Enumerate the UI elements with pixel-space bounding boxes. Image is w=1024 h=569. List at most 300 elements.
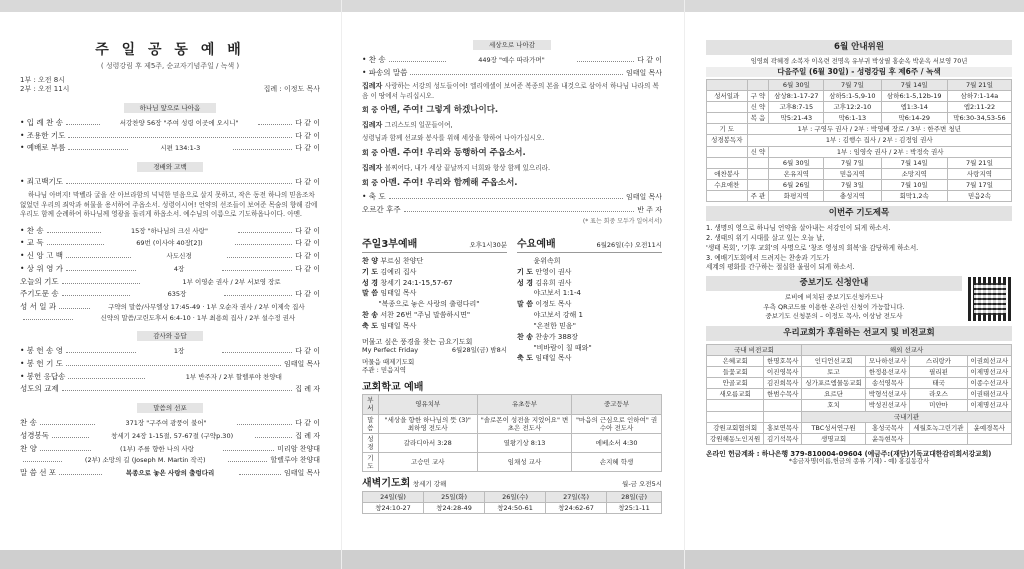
table-cell: 이권희선교사 [967,355,1011,366]
order-content: 449장 "예수 따라가며" [478,56,545,65]
table-cell: 온유지역 [769,168,824,179]
next-week: 다음주일 (6월 30일) - 성령강림 후 제6주 / 녹색 [706,67,1012,76]
table-cell: 고후8:7-15 [769,102,824,113]
dots [62,291,131,296]
table-cell: 구 약 [747,90,769,101]
dots [258,120,292,125]
dots [68,145,127,150]
worship-subtitle: ( 성령강림 후 제5주, 순교자기념주일 / 녹색 ) [100,61,240,70]
order-content: 4장 [173,264,185,273]
service-line [517,278,662,289]
order-row [20,289,320,299]
order-row [20,372,320,381]
table-cell: 애찬봉사 [707,168,748,179]
order-person: 다 같 이 [295,252,320,261]
table-header: 6월 30일 [769,79,824,90]
table-cell [707,146,748,157]
table-cell: 들꽃교회 [707,367,764,378]
table-cell: 말씀 [363,414,379,433]
table-header: 7월 7일 [824,79,881,90]
order-label: • 축 도 [362,192,386,202]
order-label: 성경봉독 [20,430,49,440]
service3-title: 주일3부예배 [362,239,418,251]
prayer-item: 세계의 평화를 간구하는 절실한 울림이 되게 하소서. [706,263,855,272]
order-row [20,264,320,274]
dots [47,240,105,245]
table-cell: 에베소서 4:30 [572,433,662,452]
worship-title: 주 일 공 동 예 배 [95,42,245,58]
table-cell: 토고 [802,367,866,378]
service-value: "온전한 믿음" [533,321,576,330]
service-line [362,299,507,310]
table-cell: 생명교회 [802,433,866,444]
table-header: 영유치부 [378,395,477,414]
dots [410,70,623,75]
table-cell: 6월 26일 [769,179,824,190]
service-label [517,289,533,297]
table-header [747,79,769,90]
service-value: 서찬 26번 "주님 말씀하시면" [380,311,471,320]
ushers-title: 6월 안내위원 [706,40,1012,55]
qr-code-icon[interactable] [968,277,1012,321]
mission-table [706,344,1012,445]
friday-time: 6월28일(금) 밤8시 [451,346,507,355]
top-band [0,0,1024,12]
table-header: 국내 비전교회 [707,344,802,355]
schedule-table [706,79,1012,202]
order-label: 성 서 일 과 [20,301,57,311]
table-cell [747,168,769,179]
table-cell: 태국 [910,378,967,389]
table-header: 중고등부 [572,395,662,414]
dots [40,420,95,425]
order-label: 주기도문 송 [20,289,59,299]
order-person: 다 같 이 [295,118,320,127]
service3-block [362,239,507,374]
dawn-time: 월-금 오전5시 [622,480,662,489]
order-label: • 신 앙 고 백 [20,251,63,261]
dots [23,457,62,462]
order-label: • 예배로 부름 [20,143,66,153]
sending-text: 성령님과 함께 선교와 봉사를 위해 세상을 향하여 나아가십시오. [362,134,545,143]
speaker: 회 중 [362,178,381,187]
speaker: 회 중 [362,106,381,115]
service-line [362,310,507,321]
table-cell: 창24:28-49 [424,502,485,513]
order-person: 집 례 자 [295,431,320,440]
table-cell: 열왕기상 8:13 [477,433,571,452]
table-cell: 윤예경목사 [967,422,1011,433]
service-value: 야고보서 강해 1 [533,311,583,320]
dots [62,279,141,284]
prayer-title: 이번주 기도제목 [706,206,1012,221]
table-cell: 임채성 교사 [477,453,571,472]
sending-line [362,120,662,131]
time-2: 2부 : 오전 11시 [20,85,70,93]
service-value: 부르심 찬양단 [380,256,424,265]
table-cell: 신 약 [747,146,769,157]
speaker: 집례자 [362,163,385,172]
table-cell: 7월 14일 [881,157,947,168]
dots [59,304,90,309]
service-value: 임태일 목사 [380,289,417,298]
table-cell: 6월 30일 [769,157,824,168]
dots [222,348,292,353]
service-value: "비바람이 칠 때와" [533,343,592,352]
service-line [362,256,507,267]
order-label: • 찬 송 [20,225,44,235]
table-cell: 1부 : 김행수 집사 / 2부 : 김정임 권사 [747,135,1011,146]
sending-line [362,81,662,102]
order-row [20,238,320,248]
table-cell [747,157,769,168]
service-label: 기 도 [362,267,381,276]
dawn-subtitle: 창세기 강해 [412,480,447,489]
table-cell: 막6:1-13 [824,113,881,124]
order-row [20,456,320,465]
order-content: 1장 [173,347,185,356]
order-content: 시편 134:1-3 [160,144,201,153]
order-row [20,131,320,141]
service-line [517,299,662,310]
table-cell [707,400,764,411]
table-cell: 1부 : 구영두 권사 / 2부 : 박영배 장로 / 3부 : 한주변 청년 [747,124,1011,135]
sending-text: 아멘, 주여! 그렇게 하겠나이다. [380,105,499,116]
sending-text: 볼찌어다, 내가 세상 끝날까지 너희와 항상 함께 있으리라. [384,163,551,172]
table-cell: 필리핀 [910,367,967,378]
sending-line [362,177,662,190]
wednesday-title: 수요예배 [517,239,556,251]
order-label: • 죄고백기도 [20,177,64,187]
order-person: 다 같 이 [295,144,320,153]
table-cell: 새오름교회 [707,389,764,400]
table-cell: 라오스 [910,389,967,400]
table-cell [764,411,802,422]
order-person: 다 같 이 [295,131,320,140]
order-content: 15장 "하나님의 크신 사랑" [130,226,208,235]
service-label [517,257,533,265]
service-label: 축 도 [362,321,381,330]
order-content: 서강찬양 56장 "주여 성령 이곳에 오시니" [119,118,239,127]
left-panel [20,14,320,548]
service-value: 창세기 24:1-15,57-67 [380,278,453,287]
dots [228,457,267,462]
table-header: 27일(목) [546,491,607,502]
dots [224,291,293,296]
table-cell: 창25:1-11 [607,502,662,513]
right-panel [706,14,1012,548]
friday-name: My Perfect Friday [362,346,419,355]
order-person: 다 같 이 [295,178,320,187]
service-line [362,321,507,332]
table-cell: 기 도 [707,124,748,135]
school-title: 교회학교 예배 [362,381,424,393]
service-value: 임태일 목사 [380,321,417,330]
table-cell: 주 관 [747,191,769,202]
table-cell: 한명호목사 [764,355,802,366]
prayer-item: 2. 생태의 위기 시대를 살고 있는 오늘 날, [706,233,825,242]
table-header: 7월 21일 [947,79,1011,90]
service-label: 찬 송 [362,311,381,320]
sending-line [362,134,662,144]
section-heading: 경배와 고백 [137,162,202,172]
order-person: 다 같 이 [295,264,320,273]
dots [66,253,131,258]
table-cell: "세상을 향한 하나님의 뜻 (3)" 최하영 전도사 [378,414,477,433]
order-content: (2부) 소망의 길 (Joseph M. Martin 작곡) [84,456,206,465]
table-cell: 이종수선교사 [967,378,1011,389]
speaker: 회 중 [362,148,381,157]
note: (* 표는 회중 모두가 일어서서) [582,217,662,225]
service-line [517,267,662,278]
intercession-line: 중보기도 신청문의 – 이정도 목사, 이상남 전도사 [765,312,903,321]
intercession-title: 중보기도 신청안내 [706,276,962,291]
dots [68,374,144,379]
service-label: 찬 양 [362,256,381,265]
order-row [20,468,320,478]
order-label: 찬 송 [20,418,37,428]
order-person: 미리암 찬양대 [277,444,320,453]
sending-text: 그리스도의 일꾼들이여, [384,121,453,130]
section-heading: 세상으로 나아감 [473,40,551,50]
table-cell [910,433,967,444]
order-row [20,314,320,322]
order-person: 다 같 이 [295,290,320,299]
table-cell: 엡2:11-22 [947,102,1011,113]
table-header: 26일(수) [485,491,546,502]
service-label: 성 경 [362,278,381,287]
order-row [362,55,662,65]
table-header [707,79,748,90]
sending-text: 아멘. 주여! 우리와 함께해 주옵소서. [380,177,518,188]
table-cell: 삼하5:1-5,9-10 [824,90,881,101]
friday-title: 머물고 싶은 풍경을 찾는 금요기도회 [362,337,473,346]
service-label [517,311,533,319]
order-person: 집 례 자 [295,385,320,394]
dots [235,240,293,245]
order-person: 임태일 목사 [625,68,662,77]
service-line [517,310,662,321]
table-cell: 싱가포르엠물동교회 [802,378,866,389]
service-label: 찬 송 [517,332,536,341]
order-content: 1부 반주자 / 2부 할렐루야 찬양대 [185,372,282,381]
table-cell: 호치 [802,400,866,411]
table-cell: 막5:21-43 [769,113,824,124]
dots [66,179,292,184]
table-cell: 창24:50-61 [485,502,546,513]
service-line [517,321,662,332]
order-content: 371장 "구주여 광풍이 불어" [125,419,207,428]
section-heading: 하나님 앞으로 나아옴 [124,103,217,113]
intercession-line: 로비에 비치된 중보기도신청카드나 [784,292,884,301]
dots [66,348,136,353]
prayer-item: '생태 목회', '기후 교회'의 사명으로 '창조 영성의 회복'을 감당하게 하소서. [706,243,919,252]
dawn-title: 새벽기도회 [362,478,411,490]
sending-line [362,163,662,174]
order-row [20,143,320,153]
bottom-band [0,550,1024,569]
intercession-line: 우측 QR코드를 이용한 온라인 신청이 가능합니다. [763,302,905,311]
prayer-item: 3. 예배기도회에서 드려지는 찬송과 기도가 [706,253,829,262]
order-row [20,251,320,261]
table-cell: 7월 7일 [824,157,881,168]
order-row [20,444,320,454]
service-label: 성 경 [517,278,536,287]
dots [577,57,635,62]
table-cell: "마음의 근심으로 인하여" 권수아 전도사 [572,414,662,433]
service-value: 찬송가 388장 [535,332,579,341]
service-label: 말 씀 [362,289,381,298]
table-cell: 기도 [363,453,379,472]
order-label: • 상 위 영 가 [20,263,63,273]
table-header: 7월 14일 [881,79,947,90]
table-cell: 막6:14-29 [881,113,947,124]
service-line [362,267,507,278]
order-content: 1부 이영순 권사 / 2부 서보영 장로 [182,277,281,286]
table-cell: 한범수목사 [764,389,802,400]
ushers-list: 임영희 곽혜경 소복자 이옥련 전명옥 유부귀 박상필 홍순옥 박운옥 서보영 70년 [750,57,968,65]
dots [40,446,91,451]
service-label [517,322,533,330]
table-cell [707,157,748,168]
table-cell: 이권태선교사 [967,389,1011,400]
table-cell: 복 음 [747,113,769,124]
table-cell [764,400,802,411]
order-label: • 봉헌 응답송 [20,371,66,381]
section-heading: 말씀의 선포 [137,403,202,413]
order-label: • 교 독 [20,238,44,248]
table-cell: 믿음2속 [947,191,1011,202]
table-cell: 윤득현목사 [866,433,910,444]
table-header: 해외 선교사 [802,344,1012,355]
table-cell [707,411,764,422]
dawn-table [362,491,662,514]
table-cell [707,102,748,113]
order-person: 다 같 이 [637,56,662,65]
service-line [362,288,507,299]
table-cell: 충성지역 [824,191,881,202]
order-person: 할렐루야 찬양대 [270,456,320,465]
time-1: 1부 : 오전 8시 [20,76,65,85]
table-header: 부서 [363,395,379,414]
order-row [362,192,662,202]
dots [59,470,101,475]
middle-panel [362,14,662,548]
order-content: (1부) 주를 향한 나의 사랑 [120,444,195,453]
table-cell: 김진희목사 [764,378,802,389]
order-label: • 봉 헌 송 영 [20,346,63,356]
service-value: "복종으로 놓은 사랑의 출렁다리" [378,300,480,309]
table-cell: 스리랑카 [910,355,967,366]
table-cell: "솔로몬이 성전을 지었어요" 변초은 전도사 [477,414,571,433]
order-label: • 봉 헌 기 도 [20,359,63,369]
order-person: 다 같 이 [295,226,320,235]
order-row [362,68,662,78]
wednesday-time: 6월26일(수) 오전11시 [596,241,662,250]
service-value: 임태일 목사 [535,354,572,363]
table-cell: 미얀마 [910,400,967,411]
table-cell: 화평지역 [769,191,824,202]
service-line [517,288,662,299]
table-cell: 7월 17일 [947,179,1011,190]
service-line [517,332,662,343]
speaker: 집례자 [362,121,385,130]
table-cell: 송석영목사 [866,378,910,389]
table-cell: 요르단 [802,389,866,400]
service-line [517,343,662,354]
dots [404,207,635,212]
table-cell: 한정용선교사 [866,367,910,378]
service-line [517,256,662,267]
service-value: 김예리 집사 [380,267,417,276]
dots [47,228,101,233]
table-cell: 신 약 [747,102,769,113]
table-cell: 7월 10일 [881,179,947,190]
order-label: 오늘의 기도 [20,276,59,286]
order-label: • 파송의 말씀 [362,67,408,77]
table-cell: 성경 [363,433,379,452]
table-cell: 강원해동노인지원 [707,433,764,444]
dots [237,420,292,425]
friday-host: 주관 : 믿음지역 [362,365,406,374]
service-value: 윤위속희 [533,256,561,265]
confession-prayer: 하나님 아버지! 막벨라 굴을 산 아브라함의 넉넉한 믿음으로 살지 못하고, 작은 동전 하나의 믿음조차 없었던 우리의 죄악과 허물을 용서하여 주옵소서. 성령이시여! 언약의 선조들이 보여준 목숨의 향해 감에 우리도 함께 순례하여 하나님께 영광을 돌리게 하옵소서. 예수님의 이름으로 기도하옵나이다. 아멘. [20,191,318,219]
order-person: 다 같 이 [295,239,320,248]
mission-title: 우리교회가 후원하는 선교지 및 비전교회 [706,326,1012,341]
service-value: 이정도 목사 [535,300,572,309]
service-value: 김유희 권사 [535,278,572,287]
order-row [20,177,320,187]
friday-detail: 머물음 때제기도회 [362,357,415,366]
account-note: *송금자명(이름,헌금의 종류 기재) - 예) 홍길동감사 [788,458,930,466]
table-cell [747,179,769,190]
table-cell [967,433,1011,444]
dots [239,470,281,475]
table-cell: 은혜교회 [707,355,764,366]
leader: 집례 : 이정도 목사 [263,85,320,93]
service3-time: 오후1시30분 [469,241,507,250]
service-label [362,300,378,308]
order-label: 성도의 교제 [20,384,59,394]
table-cell: TBC성서연구원 [802,422,866,433]
table-cell: 박성진선교사 [866,400,910,411]
dots [227,253,292,258]
order-row [20,384,320,394]
table-cell: 창24:62-67 [546,502,607,513]
dots [222,266,292,271]
table-cell: 성서일과 [707,90,748,101]
order-person: 임태일 목사 [283,469,320,478]
table-cell: 7월 3일 [824,179,881,190]
dots [223,446,274,451]
school-table [362,394,662,472]
table-cell: 수요애찬 [707,179,748,190]
table-cell: 갈라디아서 3:28 [378,433,477,452]
sending-line [362,104,662,117]
order-label: • 찬 송 [362,55,386,65]
order-row [20,118,320,128]
order-person: 반 주 자 [637,206,662,215]
table-header: 국내기관 [802,411,1012,422]
table-cell: 창24:10-27 [363,502,424,513]
table-cell: 삼하7:1-14a [947,90,1011,101]
table-cell: 손지혜 학생 [572,453,662,472]
table-cell: 이제명선교사 [967,367,1011,378]
order-label: • 조용한 기도 [20,130,66,140]
table-cell: 홍보연목사 [764,422,802,433]
order-content: 신약의 말씀/고린도후서 6:4-10 · 1부 최용희 집사 / 2부 설수정 권사 [100,314,296,323]
dots [66,361,281,366]
